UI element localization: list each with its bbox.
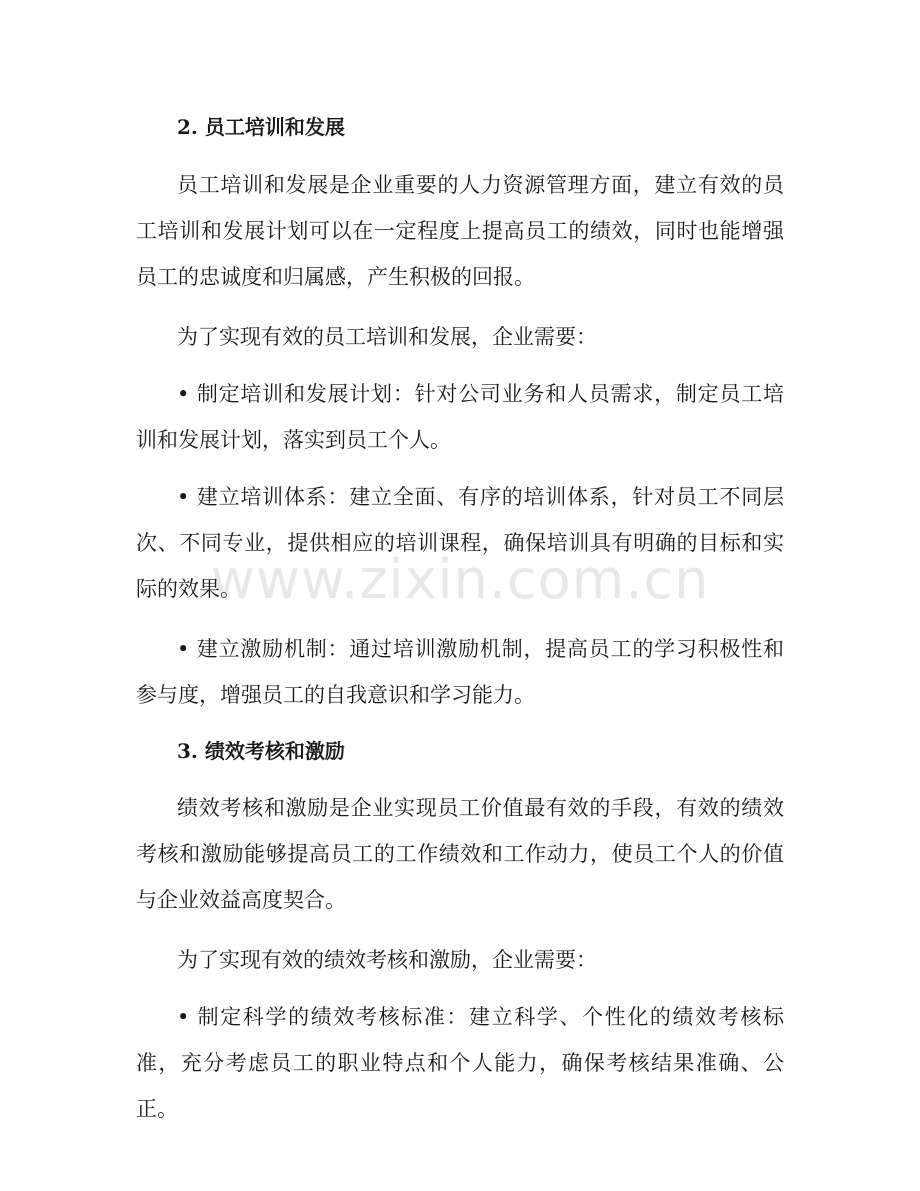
watermark: www.zixin.com.cn <box>210 548 710 611</box>
bullet-training-plan: • 制定培训和发展计划：针对公司业务和人员需求，制定员工培训和发展计划，落实到员工个人。 <box>136 382 784 452</box>
bullet-incentive-mechanism: • 建立激励机制：通过培训激励机制，提高员工的学习积极性和参与度，增强员工的自我意识和学习能力。 <box>136 637 784 707</box>
bullet-performance-standard: • 制定科学的绩效考核标准：建立科学、个性化的绩效考核标准，充分考虑员工的职业特点和个人能力，确保考核结果准确、公正。 <box>136 1005 784 1121</box>
paragraph-performance-intro: 绩效考核和激励是企业实现员工价值最有效的手段，有效的绩效考核和激励能够提高员工的工作绩效和工作动力，使员工个人的价值与企业效益高度契合。 <box>136 796 784 912</box>
paragraph-performance-lead: 为了实现有效的绩效考核和激励，企业需要： <box>177 948 597 972</box>
paragraph-training-lead: 为了实现有效的员工培训和发展，企业需要： <box>177 325 597 349</box>
bullet-training-system: • 建立培训体系：建立全面、有序的培训体系，针对员工不同层次、不同专业，提供相应的培训课程，确保培训具有明确的目标和实际的效果。 <box>136 485 784 601</box>
section-heading-performance: 3. 绩效考核和激励 <box>177 739 345 763</box>
paragraph-training-intro: 员工培训和发展是企业重要的人力资源管理方面，建立有效的员工培训和发展计划可以在一定程度上提高员工的绩效，同时也能增强员工的忠诚度和归属感，产生积极的回报。 <box>136 173 784 289</box>
section-heading-training: 2. 员工培训和发展 <box>177 115 345 139</box>
